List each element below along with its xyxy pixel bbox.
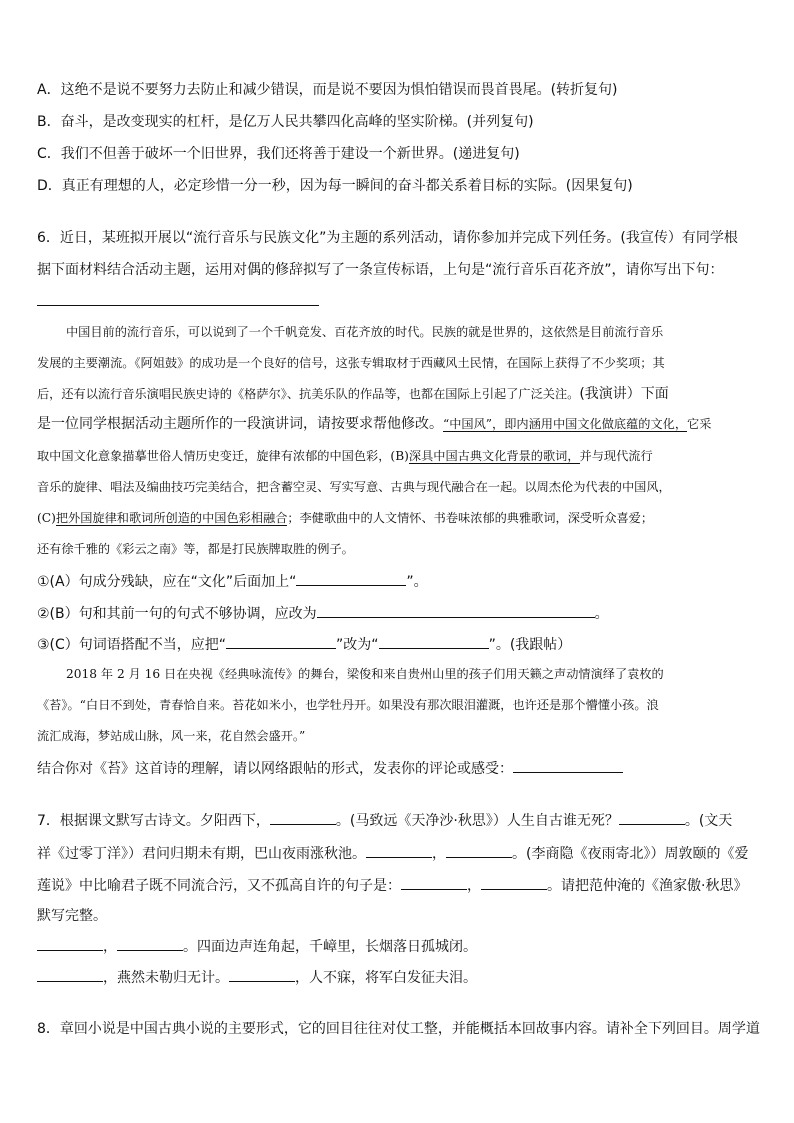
option-d: D．真正有理想的人，必定珍惜一分一秒，因为每一瞬间的奋斗都关系着目标的实际。(因果复句) [37, 178, 633, 194]
q7-blank-8[interactable] [117, 936, 183, 951]
q7-blank-6[interactable] [481, 875, 547, 890]
blank-3b[interactable] [379, 634, 489, 649]
q7-line-4: 默写完整。 [37, 908, 107, 924]
q7-blank-10[interactable] [229, 967, 295, 982]
poem-line-2: 《苔》。“白日不到处，青春恰自来。苔花如米小，也学牡丹开。如果没有那次眼泪灌溉，也许还是那个懵懂小孩。浪 [37, 698, 659, 712]
q7-blank-5[interactable] [401, 875, 467, 890]
q8-line-1: 8．章回小说是中国古典小说的主要形式，它的回目往往对仗工整，并能概括本回故事内容。请补全下列回目。周学道 [37, 1021, 760, 1037]
q7-blank-3[interactable] [366, 843, 432, 858]
underline-b: 深具中国古典文化背景的歌词， [408, 449, 580, 463]
passage-line-2: 发展的主要潮流。《阿姐鼓》的成功是一个良好的信号，这张专辑取材于西藏风土民情，在国际上获得了不少奖项；其 [37, 356, 665, 370]
q7-blank-2[interactable] [619, 810, 685, 825]
passage-line-6: 音乐的旋律、唱法及编曲技巧完美结合，把含蓄空灵、写实写意、古典与现代融合在一起。以周杰伦为代表的中国风， [37, 480, 671, 494]
option-c: C．我们不但善于破坏一个旧世界，我们还将善于建设一个新世界。(递进复句) [37, 146, 520, 162]
passage-line-7: (C)把外国旋律和歌词所创造的中国色彩相融合；李健歌曲中的人文情怀、书卷味浓郁的典雅歌词，深受听众喜爱； [37, 511, 654, 525]
comment-blank[interactable] [513, 758, 623, 773]
passage-line-5: 取中国文化意象描摹世俗人情历史变迁，旋律有浓郁的中国色彩，(B)深具中国古典文化背景的歌词，并与现代流行 [37, 449, 653, 463]
poem-line-3: 流汇成海，梦站成山脉，风一来，花自然会盛开。” [37, 729, 306, 743]
sub-question-1: ①(A）句成分残缺，应在“文化”后面加上“ ”。 [37, 571, 428, 592]
q7-line-1: 7．根据课文默写古诗文。夕阳西下， 。(马致远《天净沙·秋思》）人生自古谁无死？ 。(文天 [37, 810, 732, 831]
passage-line-8: 还有徐千雅的《彩云之南》等，都是打民族牌取胜的例子。 [37, 542, 354, 556]
passage-line-3: 后，还有以流行音乐演唱民族史诗的《格萨尔》、抗美乐队的作品等，也都在国际上引起了广泛关注。(我演讲）下面 [37, 386, 669, 402]
q7-line-5: ， 。四面边声连角起，千嶂里，长烟落日孤城闭。 [37, 936, 477, 957]
q7-line-3: 莲说》中比喻君子既不同流合污，又不孤高自许的句子是： ， 。请把范仲淹的《渔家傲·秋思》 [37, 875, 747, 896]
q6-line-2: 据下面材料结合活动主题，运用对偶的修辞拟写了一条宣传标语，上句是“流行音乐百花齐放”，请你写出下句： [37, 262, 724, 278]
blank-3a[interactable] [226, 634, 336, 649]
blank-1[interactable] [296, 571, 406, 586]
poem-line-1: 2018 年 2 月 16 日在央视《经典咏流传》的舞台，梁俊和来自贵州山里的孩子们用天籁之声动情演绎了袁枚的 [66, 667, 664, 681]
underline-c: 把外国旋律和歌词所创造的中国色彩相融合 [55, 511, 288, 525]
q7-blank-4[interactable] [446, 843, 512, 858]
passage-line-4: 是一位同学根据活动主题所作的一段演讲词，请按要求帮他修改。“中国风”，即内涵用中国文化做底蕴的文化，它采 [37, 416, 712, 432]
underline-a: “中国风”，即内涵用中国文化做底蕴的文化， [443, 417, 688, 431]
sub-question-2: ②(B）句和其前一句的句式不够协调，应改为 。 [37, 603, 609, 624]
q7-blank-7[interactable] [37, 936, 103, 951]
option-b: B．奋斗，是改变现实的杠杆，是亿万人民共攀四化高峰的坚实阶梯。(并列复句) [37, 114, 534, 130]
comment-prompt: 结合你对《苔》这首诗的理解，请以网络跟帖的形式，发表你的评论或感受： [37, 758, 623, 779]
q7-line-2: 祥《过零丁洋》）君问归期未有期，巴山夜雨涨秋池。 ， 。(李商隐《夜雨寄北》）周敦颐的《爱 [37, 843, 748, 864]
q6-line-1: 6．近日，某班拟开展以“流行音乐与民族文化”为主题的系列活动，请你参加并完成下列任务。(我宣传）有同学根 [37, 230, 738, 246]
option-a: A．这绝不是说不要努力去防止和减少错误，而是说不要因为惧怕错误而畏首畏尾。(转折复句) [37, 82, 618, 98]
blank-2[interactable] [317, 603, 595, 618]
q7-line-6: ，燕然未勒归无计。 ，人不寐，将军白发征夫泪。 [37, 967, 477, 988]
q7-blank-9[interactable] [37, 967, 103, 982]
q7-blank-1[interactable] [270, 810, 336, 825]
q6-answer-line[interactable] [37, 305, 319, 306]
sub-question-3: ③(C）句词语搭配不当，应把“ ”改为“ ”。(我跟帖） [37, 634, 571, 655]
passage-line-1: 中国目前的流行音乐，可以说到了一个千帆竞发、百花齐放的时代。民族的就是世界的，这依然是目前流行音乐 [66, 325, 664, 339]
